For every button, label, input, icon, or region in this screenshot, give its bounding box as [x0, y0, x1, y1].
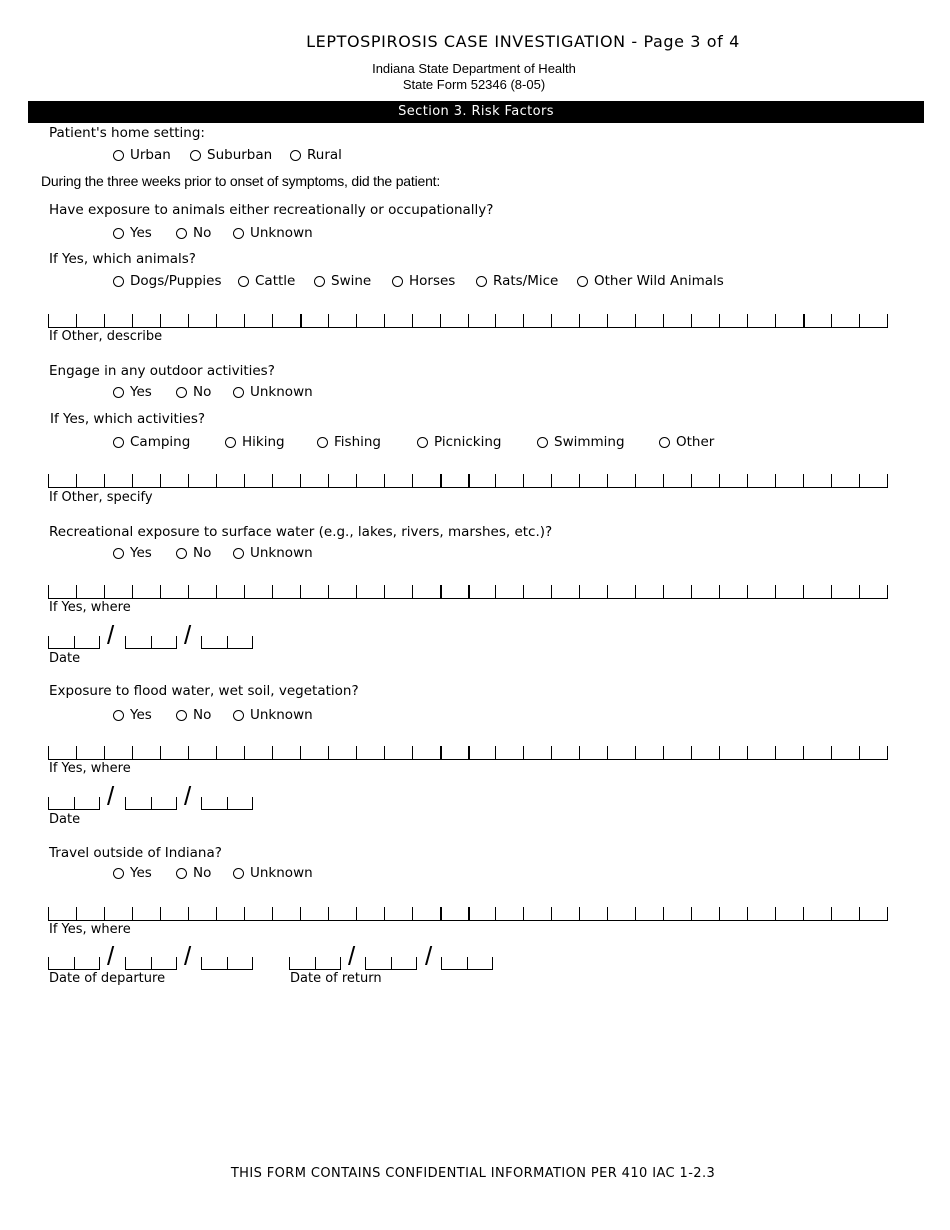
field-tick: [887, 314, 888, 328]
field-tick: [887, 474, 888, 488]
field-tick: [412, 907, 413, 921]
field-tick: [48, 907, 49, 921]
field-tick: [76, 314, 77, 328]
field-tick: [523, 746, 524, 760]
activity-fishing-option[interactable]: Fishing: [317, 434, 381, 450]
field-tick: [300, 907, 301, 921]
field-tick: [831, 746, 832, 760]
field-tick: [412, 474, 413, 488]
field-tick: [803, 907, 804, 921]
field-tick: [188, 907, 189, 921]
field-tick: [160, 746, 161, 760]
field-tick: [244, 585, 245, 599]
return-date-month[interactable]: [289, 957, 341, 970]
field-tick: [495, 314, 496, 328]
field-tick: [356, 585, 357, 599]
animals-unknown-option[interactable]: Unknown: [233, 225, 313, 241]
flood-water-date-year[interactable]: [201, 797, 253, 810]
return-date-day[interactable]: [365, 957, 417, 970]
field-tick: [132, 474, 133, 488]
field-tick: [76, 585, 77, 599]
radio-icon[interactable]: [113, 276, 124, 287]
field-tick: [176, 797, 177, 810]
field-tick: [328, 907, 329, 921]
field-tick: [523, 585, 524, 599]
field-tick: [691, 474, 692, 488]
surface-water-date-day[interactable]: [125, 636, 177, 649]
field-tick: [201, 636, 202, 649]
department-name: Indiana State Department of Health: [372, 61, 576, 76]
field-tick: [607, 746, 608, 760]
field-tick: [160, 907, 161, 921]
field-tick: [48, 636, 49, 649]
field-tick: [551, 907, 552, 921]
form-title: LEPTOSPIROSIS CASE INVESTIGATION - Page 3 of 4: [306, 32, 740, 51]
field-tick: [468, 474, 470, 488]
field-tick: [719, 314, 720, 328]
departure-date-label: Date of departure: [49, 971, 166, 986]
travel-unknown-option[interactable]: Unknown: [233, 865, 313, 881]
animals-followup-question: If Yes, which animals?: [49, 251, 196, 267]
animals-question: Have exposure to animals either recreationally or occupationally?: [49, 202, 494, 218]
radio-icon[interactable]: [113, 710, 124, 721]
field-tick: [244, 474, 245, 488]
radio-icon[interactable]: [176, 548, 187, 559]
field-tick: [468, 314, 469, 328]
field-tick: [216, 314, 217, 328]
field-tick: [365, 957, 366, 970]
flood-water-where-field[interactable]: [48, 746, 888, 760]
field-tick: [691, 585, 692, 599]
field-tick: [551, 746, 552, 760]
field-tick: [803, 746, 804, 760]
field-tick: [125, 957, 126, 970]
field-tick: [691, 907, 692, 921]
radio-icon[interactable]: [190, 150, 201, 161]
field-tick: [244, 746, 245, 760]
field-tick: [412, 585, 413, 599]
travel-where-field[interactable]: [48, 907, 888, 921]
field-tick: [160, 314, 161, 328]
field-tick: [356, 314, 357, 328]
surface-water-question: Recreational exposure to surface water (e.g., lakes, rivers, marshes, etc.)?: [49, 524, 553, 540]
activity-picnicking-option[interactable]: Picnicking: [417, 434, 501, 450]
travel-where-label: If Yes, where: [49, 922, 131, 937]
field-tick: [887, 585, 888, 599]
field-tick: [132, 746, 133, 760]
field-tick: [831, 585, 832, 599]
field-tick: [104, 314, 105, 328]
animal-horses-option[interactable]: Horses: [392, 273, 455, 289]
field-tick: [859, 314, 860, 328]
field-tick: [663, 746, 664, 760]
radio-icon[interactable]: [113, 228, 124, 239]
field-tick: [132, 314, 133, 328]
field-tick: [48, 797, 49, 810]
section-banner: Section 3. Risk Factors: [28, 101, 924, 123]
field-tick: [384, 474, 385, 488]
field-tick: [468, 907, 470, 921]
field-tick: [579, 746, 580, 760]
radio-icon[interactable]: [659, 437, 670, 448]
field-tick: [831, 474, 832, 488]
travel-no-option[interactable]: No: [176, 865, 211, 881]
field-tick: [747, 585, 748, 599]
confidentiality-footer: THIS FORM CONTAINS CONFIDENTIAL INFORMATION PER 410 IAC 1-2.3: [230, 1166, 716, 1181]
field-tick: [160, 585, 161, 599]
flood-water-unknown-option[interactable]: Unknown: [233, 707, 313, 723]
field-tick: [99, 797, 100, 810]
field-tick: [48, 474, 49, 488]
home-rural-option[interactable]: Rural: [290, 147, 342, 163]
activity-swimming-option[interactable]: Swimming: [537, 434, 625, 450]
field-tick: [151, 636, 152, 649]
field-tick: [188, 585, 189, 599]
animal-dogs-option[interactable]: Dogs/Puppies: [113, 273, 222, 289]
date-slash: /: [107, 620, 115, 650]
field-tick: [607, 907, 608, 921]
field-tick: [663, 907, 664, 921]
radio-icon[interactable]: [113, 150, 124, 161]
surface-water-yes-option[interactable]: Yes: [113, 545, 152, 561]
field-tick: [160, 474, 161, 488]
field-tick: [328, 474, 329, 488]
field-tick: [635, 585, 636, 599]
field-tick: [719, 585, 720, 599]
flood-water-date-month[interactable]: [48, 797, 100, 810]
field-tick: [492, 957, 493, 970]
home-suburban-option[interactable]: Suburban: [190, 147, 272, 163]
field-tick: [300, 474, 301, 488]
field-tick: [859, 907, 860, 921]
field-tick: [775, 907, 776, 921]
field-tick: [272, 585, 273, 599]
three-weeks-prompt: During the three weeks prior to onset of symptoms, did the patient:: [41, 173, 441, 189]
animals-yes-option[interactable]: Yes: [113, 225, 152, 241]
radio-icon[interactable]: [476, 276, 487, 287]
activity-other-option[interactable]: Other: [659, 434, 714, 450]
radio-icon[interactable]: [176, 710, 187, 721]
field-tick: [201, 957, 202, 970]
field-tick: [384, 907, 385, 921]
field-tick: [48, 957, 49, 970]
field-tick: [104, 585, 105, 599]
radio-icon[interactable]: [392, 276, 403, 287]
field-tick: [151, 797, 152, 810]
field-tick: [551, 314, 552, 328]
surface-water-date-month[interactable]: [48, 636, 100, 649]
field-tick: [775, 585, 776, 599]
field-tick: [300, 585, 301, 599]
animal-swine-option[interactable]: Swine: [314, 273, 371, 289]
home-setting-question: Patient's home setting:: [49, 125, 205, 141]
date-slash: /: [107, 941, 115, 971]
field-tick: [48, 746, 49, 760]
field-tick: [356, 907, 357, 921]
field-tick: [495, 907, 496, 921]
field-tick: [579, 474, 580, 488]
field-tick: [104, 907, 105, 921]
field-tick: [887, 907, 888, 921]
field-tick: [132, 907, 133, 921]
field-tick: [328, 585, 329, 599]
date-slash: /: [425, 941, 433, 971]
outdoor-yes-option[interactable]: Yes: [113, 384, 152, 400]
field-tick: [803, 474, 804, 488]
field-tick: [244, 907, 245, 921]
field-tick: [691, 746, 692, 760]
field-tick: [635, 314, 636, 328]
radio-icon[interactable]: [314, 276, 325, 287]
field-tick: [76, 907, 77, 921]
field-tick: [719, 746, 720, 760]
radio-icon[interactable]: [113, 437, 124, 448]
field-tick: [440, 585, 442, 599]
field-tick: [579, 585, 580, 599]
flood-water-where-label: If Yes, where: [49, 761, 131, 776]
departure-date-day[interactable]: [125, 957, 177, 970]
radio-icon[interactable]: [113, 387, 124, 398]
radio-icon[interactable]: [238, 276, 249, 287]
field-tick: [775, 474, 776, 488]
form-id: State Form 52346 (8-05): [402, 77, 546, 92]
field-tick: [579, 907, 580, 921]
date-slash: /: [107, 781, 115, 811]
field-tick: [859, 474, 860, 488]
field-tick: [340, 957, 341, 970]
field-tick: [440, 474, 442, 488]
field-tick: [74, 797, 75, 810]
field-tick: [125, 797, 126, 810]
field-tick: [775, 746, 776, 760]
date-slash: /: [184, 941, 192, 971]
field-tick: [663, 474, 664, 488]
field-tick: [132, 585, 133, 599]
field-tick: [775, 314, 776, 328]
field-tick: [495, 474, 496, 488]
activity-camping-option[interactable]: Camping: [113, 434, 190, 450]
field-tick: [523, 907, 524, 921]
field-tick: [803, 585, 804, 599]
field-tick: [289, 957, 290, 970]
field-tick: [523, 314, 524, 328]
outdoor-other-specify-label: If Other, specify: [49, 490, 153, 505]
animals-other-describe-label: If Other, describe: [49, 329, 163, 344]
date-slash: /: [184, 620, 192, 650]
field-tick: [719, 474, 720, 488]
field-tick: [272, 314, 273, 328]
field-tick: [412, 314, 413, 328]
field-tick: [48, 314, 49, 328]
field-tick: [579, 314, 580, 328]
animal-cattle-option[interactable]: Cattle: [238, 273, 295, 289]
flood-water-yes-option[interactable]: Yes: [113, 707, 152, 723]
field-tick: [252, 636, 253, 649]
radio-icon[interactable]: [113, 548, 124, 559]
field-tick: [188, 474, 189, 488]
departure-date-year[interactable]: [201, 957, 253, 970]
field-tick: [607, 585, 608, 599]
radio-icon[interactable]: [176, 387, 187, 398]
travel-yes-option[interactable]: Yes: [113, 865, 152, 881]
field-tick: [440, 907, 442, 921]
field-tick: [176, 636, 177, 649]
field-tick: [104, 474, 105, 488]
radio-icon[interactable]: [417, 437, 428, 448]
field-tick: [416, 957, 417, 970]
field-tick: [227, 957, 228, 970]
field-tick: [201, 797, 202, 810]
radio-icon[interactable]: [233, 548, 244, 559]
field-tick: [412, 746, 413, 760]
outdoor-followup-question: If Yes, which activities?: [50, 411, 206, 427]
field-tick: [216, 585, 217, 599]
field-tick: [99, 957, 100, 970]
travel-question: Travel outside of Indiana?: [49, 845, 222, 861]
field-tick: [176, 957, 177, 970]
radio-icon[interactable]: [537, 437, 548, 448]
radio-icon[interactable]: [577, 276, 588, 287]
radio-icon[interactable]: [233, 710, 244, 721]
flood-water-date-day[interactable]: [125, 797, 177, 810]
radio-icon[interactable]: [290, 150, 301, 161]
field-tick: [887, 746, 888, 760]
field-tick: [216, 474, 217, 488]
radio-icon[interactable]: [176, 868, 187, 879]
field-tick: [607, 474, 608, 488]
field-tick: [467, 957, 468, 970]
field-tick: [635, 907, 636, 921]
field-tick: [803, 314, 805, 328]
field-tick: [719, 907, 720, 921]
outdoor-no-option[interactable]: No: [176, 384, 211, 400]
field-tick: [188, 314, 189, 328]
field-tick: [384, 746, 385, 760]
surface-water-no-option[interactable]: No: [176, 545, 211, 561]
field-tick: [99, 636, 100, 649]
field-tick: [74, 636, 75, 649]
field-tick: [272, 907, 273, 921]
outdoor-question: Engage in any outdoor activities?: [49, 363, 275, 379]
field-tick: [151, 957, 152, 970]
field-tick: [48, 585, 49, 599]
field-tick: [663, 314, 664, 328]
field-tick: [495, 746, 496, 760]
field-tick: [523, 474, 524, 488]
field-tick: [300, 746, 301, 760]
animal-other-wild-option[interactable]: Other Wild Animals: [577, 273, 724, 289]
date-slash: /: [184, 781, 192, 811]
field-tick: [440, 314, 441, 328]
radio-icon[interactable]: [176, 228, 187, 239]
field-tick: [635, 474, 636, 488]
field-tick: [216, 907, 217, 921]
animal-rats-option[interactable]: Rats/Mice: [476, 273, 558, 289]
field-tick: [831, 314, 832, 328]
field-tick: [76, 746, 77, 760]
surface-water-date-label: Date: [49, 651, 81, 666]
animals-other-describe-field[interactable]: [48, 314, 888, 328]
field-tick: [691, 314, 692, 328]
field-tick: [635, 746, 636, 760]
surface-water-date-year[interactable]: [201, 636, 253, 649]
field-tick: [747, 314, 748, 328]
field-tick: [607, 314, 608, 328]
field-tick: [663, 585, 664, 599]
outdoor-other-specify-field[interactable]: [48, 474, 888, 488]
field-tick: [551, 585, 552, 599]
field-tick: [188, 746, 189, 760]
field-tick: [384, 585, 385, 599]
radio-icon[interactable]: [113, 868, 124, 879]
field-tick: [831, 907, 832, 921]
field-tick: [227, 636, 228, 649]
field-tick: [384, 314, 385, 328]
field-tick: [125, 636, 126, 649]
flood-water-question: Exposure to flood water, wet soil, vegetation?: [49, 683, 359, 699]
field-tick: [747, 746, 748, 760]
field-tick: [356, 474, 357, 488]
home-urban-option[interactable]: Urban: [113, 147, 171, 163]
field-tick: [495, 585, 496, 599]
field-tick: [315, 957, 316, 970]
field-tick: [440, 746, 442, 760]
field-tick: [328, 746, 329, 760]
flood-water-no-option[interactable]: No: [176, 707, 211, 723]
field-tick: [252, 797, 253, 810]
field-tick: [859, 746, 860, 760]
field-tick: [441, 957, 442, 970]
field-tick: [356, 746, 357, 760]
field-tick: [104, 746, 105, 760]
radio-icon[interactable]: [233, 228, 244, 239]
animals-no-option[interactable]: No: [176, 225, 211, 241]
return-date-year[interactable]: [441, 957, 493, 970]
field-tick: [328, 314, 329, 328]
date-slash: /: [348, 941, 356, 971]
radio-icon[interactable]: [225, 437, 236, 448]
surface-water-where-field[interactable]: [48, 585, 888, 599]
activity-hiking-option[interactable]: Hiking: [225, 434, 285, 450]
field-tick: [468, 746, 470, 760]
field-tick: [468, 585, 470, 599]
field-tick: [391, 957, 392, 970]
field-tick: [227, 797, 228, 810]
field-tick: [859, 585, 860, 599]
field-tick: [216, 746, 217, 760]
field-tick: [76, 474, 77, 488]
field-tick: [272, 746, 273, 760]
surface-water-unknown-option[interactable]: Unknown: [233, 545, 313, 561]
field-tick: [252, 957, 253, 970]
return-date-label: Date of return: [290, 971, 382, 986]
field-tick: [300, 314, 302, 328]
surface-water-where-label: If Yes, where: [49, 600, 131, 615]
field-tick: [747, 474, 748, 488]
radio-icon[interactable]: [233, 868, 244, 879]
field-tick: [272, 474, 273, 488]
radio-icon[interactable]: [317, 437, 328, 448]
field-tick: [551, 474, 552, 488]
outdoor-unknown-option[interactable]: Unknown: [233, 384, 313, 400]
field-tick: [244, 314, 245, 328]
radio-icon[interactable]: [233, 387, 244, 398]
departure-date-month[interactable]: [48, 957, 100, 970]
flood-water-date-label: Date: [49, 812, 81, 827]
field-tick: [747, 907, 748, 921]
field-tick: [74, 957, 75, 970]
